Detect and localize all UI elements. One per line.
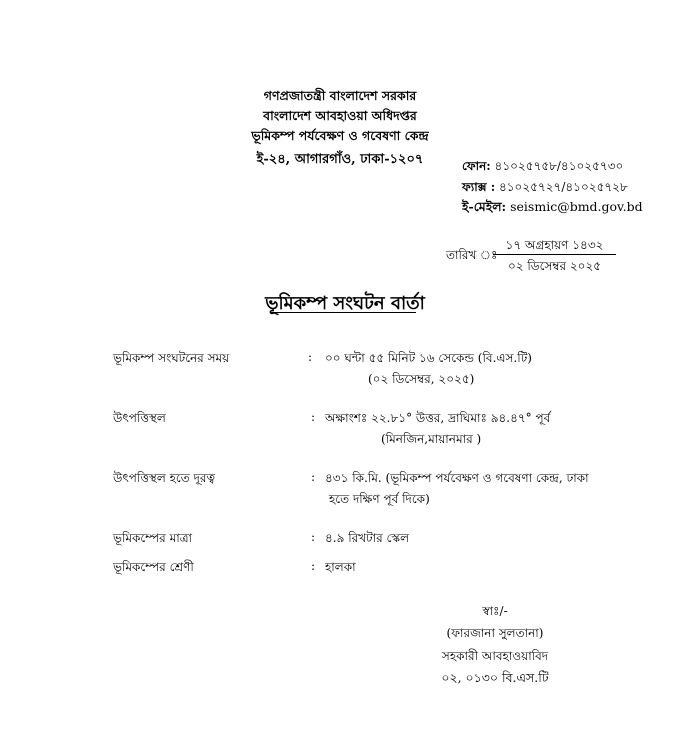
phone-label: ফোন: bbox=[462, 159, 491, 173]
header-center: ভূমিকম্প পর্যবেক্ষণ ও গবেষণা কেন্দ্র bbox=[251, 128, 429, 143]
detail-colon: : bbox=[311, 559, 316, 573]
date-label: তারিখ ঃ bbox=[446, 248, 498, 262]
detail-colon: : bbox=[311, 530, 316, 544]
date-english: ০২ ডিসেম্বর ২০২৫ bbox=[507, 259, 602, 273]
detail-value-date: (০২ ডিসেম্বর, ২০২৫) bbox=[368, 372, 475, 386]
contact-email bbox=[462, 199, 643, 219]
detail-label-epicenter: উৎপত্তিস্থল bbox=[113, 411, 166, 425]
detail-label-category: ভূমিকম্পের শ্রেণী bbox=[113, 560, 194, 574]
detail-value-coordinates: অক্ষাংশঃ ২২.৮১° উত্তর, দ্রাঘিমাঃ ৯৪.৪৭° পূর্ব bbox=[325, 411, 551, 425]
detail-value-time: ০০ ঘন্টা ৫৫ মিনিট ১৬ সেকেন্ড (বি.এস.টি) bbox=[325, 351, 532, 365]
email-value: seismic@bmd.gov.bd bbox=[510, 199, 643, 214]
email-label: ই-মেইল: bbox=[462, 199, 507, 214]
detail-value-direction: হতে দক্ষিণ পূর্ব দিকে) bbox=[329, 492, 430, 506]
signature-mark: স্বাঃ/- bbox=[482, 604, 508, 618]
detail-value-distance: ৪৩১ কি.মি. (ভূমিকম্প পর্যবেক্ষণ ও গবেষণা কেন্দ্র, ঢাকা bbox=[325, 471, 589, 485]
title-underline bbox=[270, 312, 416, 313]
header-government: গণপ্রজাতন্ত্রী বাংলাদেশ সরকার bbox=[263, 88, 417, 103]
header-department: বাংলাদেশ আবহাওয়া অধিদপ্তর bbox=[263, 108, 417, 123]
page-title: ভূমিকম্প সংঘটন বার্তা bbox=[265, 293, 425, 314]
detail-value-location: (মিনজিন,মায়ানমার ) bbox=[381, 432, 482, 446]
fax-label: ফ্যাক্স : bbox=[462, 180, 496, 194]
signature-designation: সহকারী আবহাওয়াবিদ bbox=[441, 649, 549, 663]
detail-colon: : bbox=[311, 470, 316, 484]
contact-fax bbox=[462, 179, 628, 199]
detail-label-time: ভূমিকম্প সংঘটনের সময় bbox=[113, 351, 230, 365]
date-bangla: ১৭ অগ্রহায়ণ ১৪৩২ bbox=[505, 238, 604, 252]
signature-name: (ফারজানা সুলতানা) bbox=[446, 626, 544, 640]
signature-time: ০২, ০১৩০ বি.এস.টি bbox=[441, 670, 549, 685]
phone-value: ৪১০২৫৭৫৮/৪১০২৫৭৩০ bbox=[494, 159, 624, 173]
detail-colon: : bbox=[311, 410, 316, 424]
fax-value: ৪১০২৫৭২৭/৪১০২৫৭২৮ bbox=[498, 180, 628, 194]
detail-colon: : bbox=[308, 350, 313, 364]
contact-phone bbox=[462, 158, 623, 178]
detail-value-magnitude: ৪.৯ রিখটার স্কেল bbox=[325, 531, 410, 545]
detail-value-category: হালকা bbox=[325, 560, 356, 574]
header-address: ই-২৪, আগারগাঁও, ঢাকা-১২০৭ bbox=[256, 152, 424, 167]
detail-label-magnitude: ভূমিকম্পের মাত্রা bbox=[113, 531, 193, 545]
date-divider bbox=[493, 254, 616, 255]
detail-label-distance: উৎপত্তিস্থল হতে দূরত্ব bbox=[113, 471, 216, 485]
